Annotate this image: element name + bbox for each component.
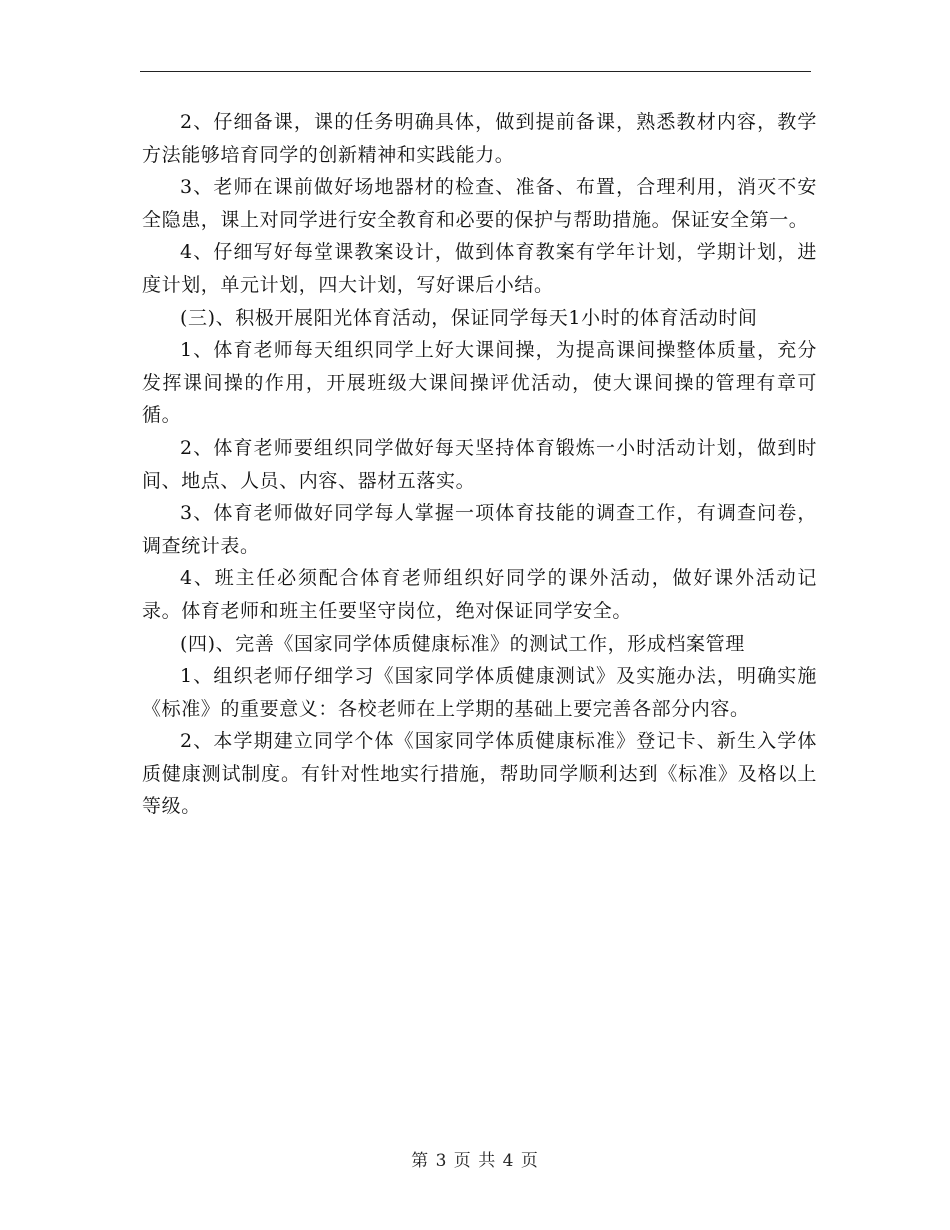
header-rule (140, 71, 811, 72)
paragraph: 3、老师在课前做好场地器材的检查、准备、布置，合理利用，消灭不安全隐患，课上对同学进行安全教育和必要的保护与帮助措施。保证安全第一。 (142, 176, 817, 231)
page-footer (0, 1146, 950, 1171)
page-number: 第 3 页 共 4 页 (411, 1151, 539, 1171)
paragraph: 2、体育老师要组织同学做好每天坚持体育锻炼一小时活动计划，做到时间、地点、人员、内容、器材五落实。 (142, 436, 817, 492)
paragraph: 3、体育老师做好同学每人掌握一项体育技能的调查工作，有调查问卷，调查统计表。 (142, 502, 817, 557)
paragraph: 2、本学期建立同学个体《国家同学体质健康标准》登记卡、新生入学体质健康测试制度。有针对性地实行措施，帮助同学顺利达到《标准》及格以上等级。 (142, 730, 817, 818)
document-body (142, 106, 817, 823)
paragraph: 2、仔细备课，课的任务明确具体，做到提前备课，熟悉教材内容，教学方法能够培育同学的创新精神和实践能力。 (142, 111, 817, 166)
paragraph: 4、班主任必须配合体育老师组织好同学的课外活动，做好课外活动记录。体育老师和班主任要坚守岗位，绝对保证同学安全。 (142, 567, 817, 622)
paragraph: 4、仔细写好每堂课教案设计，做到体育教案有学年计划，学期计划，进度计划，单元计划，四大计划，写好课后小结。 (142, 241, 817, 296)
section-heading: (四)、完善《国家同学体质健康标准》的测试工作，形成档案管理 (180, 632, 745, 655)
section-heading: (三)、积极开展阳光体育活动，保证同学每天1小时的体育活动时间 (180, 306, 758, 329)
paragraph: 1、组织老师仔细学习《国家同学体质健康测试》及实施办法，明确实施《标准》的重要意义：各校老师在上学期的基础上要完善各部分内容。 (142, 665, 817, 720)
paragraph: 1、体育老师每天组织同学上好大课间操，为提高课间操整体质量，充分发挥课间操的作用，开展班级大课间操评优活动，使大课间操的管理有章可循。 (142, 339, 817, 427)
